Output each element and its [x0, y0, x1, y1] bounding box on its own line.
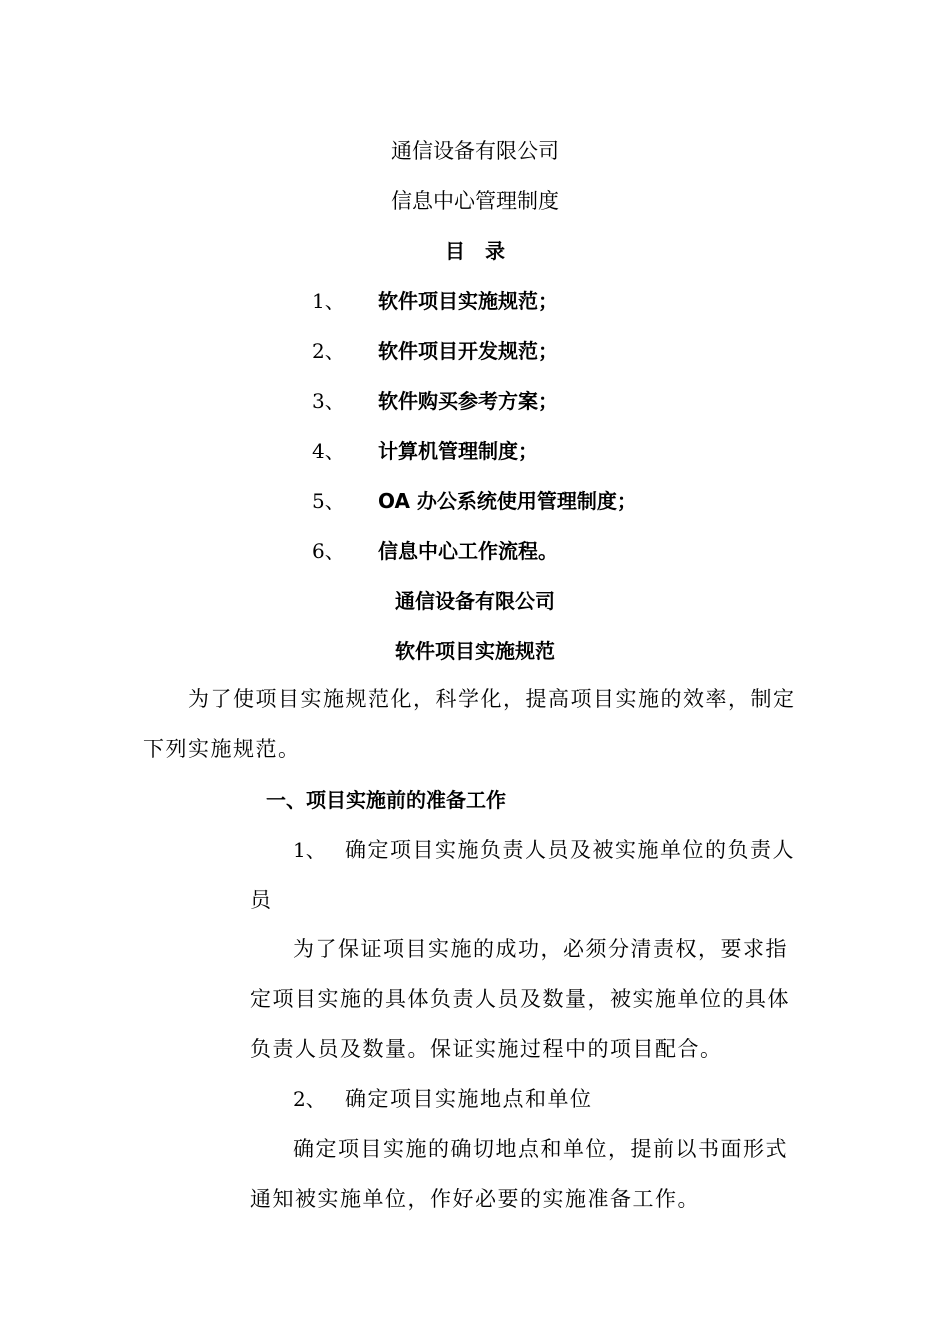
toc-item-number: 1、 — [312, 289, 345, 313]
body-paragraph-line: 负责人员及数量。保证实施过程中的项目配合。 — [250, 1037, 723, 1061]
document-title: 信息中心管理制度 — [391, 189, 559, 213]
toc-item-text: 软件购买参考方案； — [378, 389, 558, 413]
toc-item-text: OA 办公系统使用管理制度； — [378, 489, 637, 513]
toc-item-number: 5、 — [312, 489, 345, 513]
toc-item-number: 3、 — [312, 389, 345, 413]
body-paragraph-line: 确定项目实施的确切地点和单位，提前以书面形式 — [293, 1137, 788, 1161]
toc-item-text: 软件项目开发规范； — [378, 339, 558, 363]
toc-item-number: 4、 — [312, 439, 345, 463]
toc-item-text: 信息中心工作流程。 — [378, 539, 558, 563]
toc-title: 目 录 — [445, 239, 505, 263]
toc-item-number: 2、 — [312, 339, 345, 363]
toc-item-number: 6、 — [312, 539, 345, 563]
body-paragraph-line: 定项目实施的具体负责人员及数量，被实施单位的具体 — [250, 987, 790, 1011]
intro-paragraph-line: 为了使项目实施规范化，科学化，提高项目实施的效率，制定 — [188, 687, 796, 711]
toc-item-text: 软件项目实施规范； — [378, 289, 558, 313]
body-paragraph-line: 通知被实施单位，作好必要的实施准备工作。 — [250, 1187, 700, 1211]
section-title: 软件项目实施规范 — [395, 639, 555, 663]
sub-item-number: 1、 — [293, 838, 326, 862]
intro-paragraph-line: 下列实施规范。 — [143, 737, 301, 761]
sub-item-title-line: 确定项目实施地点和单位 — [345, 1087, 593, 1111]
section-heading: 一、项目实施前的准备工作 — [266, 788, 506, 812]
sub-item-title-line: 员 — [250, 888, 273, 912]
company-name: 通信设备有限公司 — [391, 139, 559, 163]
sub-item-title-line: 确定项目实施负责人员及被实施单位的负责人 — [345, 838, 795, 862]
toc-item-text: 计算机管理制度； — [378, 439, 538, 463]
sub-item-number: 2、 — [293, 1087, 326, 1111]
body-paragraph-line: 为了保证项目实施的成功，必须分清责权，要求指 — [293, 937, 788, 961]
section-company-name: 通信设备有限公司 — [395, 589, 555, 613]
